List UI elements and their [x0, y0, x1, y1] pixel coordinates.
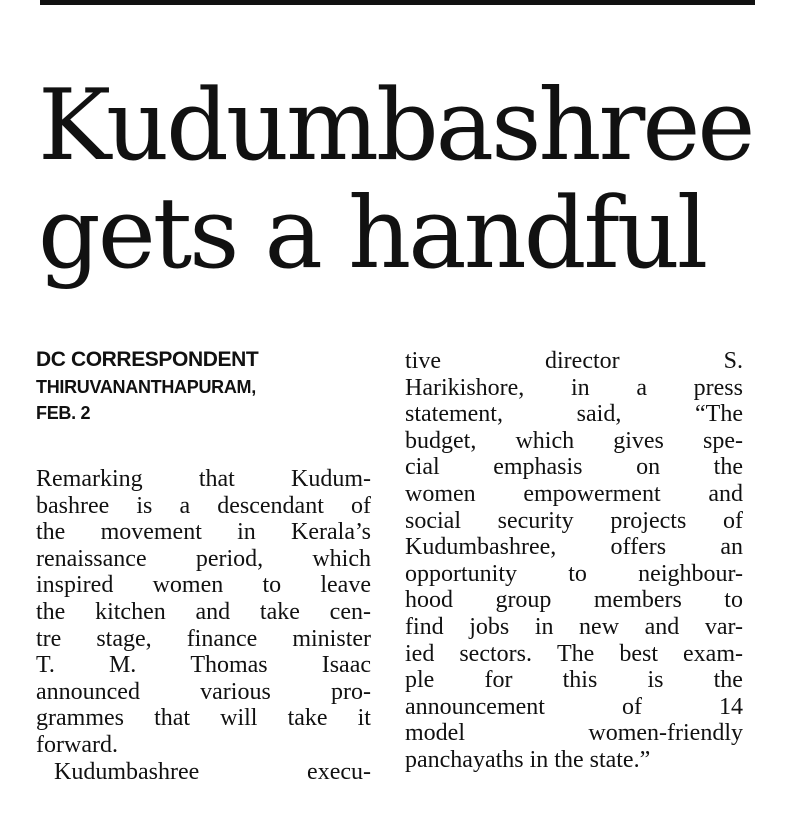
body-line: the movement in Kerala’s: [36, 519, 371, 546]
body-line: hood group members to: [405, 587, 743, 614]
body-line: tive director S.: [405, 348, 743, 374]
body-line: ied sectors. The best exam-: [405, 640, 743, 667]
body-line-indent: Kudumbashree execu-: [54, 758, 371, 785]
body-line: panchayaths in the state.”: [405, 746, 651, 773]
body-line: announcement of 14: [405, 693, 743, 720]
byline-dateline: THIRUVANANTHAPURAM,: [36, 377, 256, 397]
body-line: forward.: [36, 731, 118, 758]
body-line: bashree is a descendant of: [36, 492, 371, 519]
body-line: find jobs in new and var-: [405, 613, 743, 640]
byline: [36, 346, 381, 426]
body-line: T. M. Thomas Isaac: [36, 652, 371, 679]
article-column-right: [405, 348, 743, 774]
article-column-left: [36, 466, 371, 785]
headline-line-1: Kudumbashree: [38, 69, 753, 183]
body-line: ple for this is the: [405, 667, 743, 694]
body-line: cial emphasis on the: [405, 454, 743, 481]
body-line: social security projects of: [405, 507, 743, 534]
top-rule: [40, 0, 755, 5]
byline-author: DC CORRESPONDENT: [36, 348, 259, 371]
headline-line-2: gets a handful: [38, 177, 706, 291]
body-line: model women-friendly: [405, 720, 743, 747]
body-line: Kudumbashree, offers an: [405, 534, 743, 561]
body-line: renaissance period, which: [36, 545, 371, 572]
body-line: women empowerment and: [405, 480, 743, 507]
body-line: Remarking that Kudum-: [36, 466, 371, 492]
body-line: statement, said, “The: [405, 401, 743, 428]
headline: [38, 69, 778, 291]
body-line: announced various pro-: [36, 678, 371, 705]
body-line: inspired women to leave: [36, 572, 371, 599]
body-line: grammes that will take it: [36, 705, 371, 732]
body-line: Harikishore, in a press: [405, 374, 743, 401]
byline-date: FEB. 2: [36, 403, 91, 423]
body-line: tre stage, finance minister: [36, 625, 371, 652]
body-line: budget, which gives spe-: [405, 427, 743, 454]
body-line: the kitchen and take cen-: [36, 598, 371, 625]
body-line: opportunity to neighbour-: [405, 560, 743, 587]
